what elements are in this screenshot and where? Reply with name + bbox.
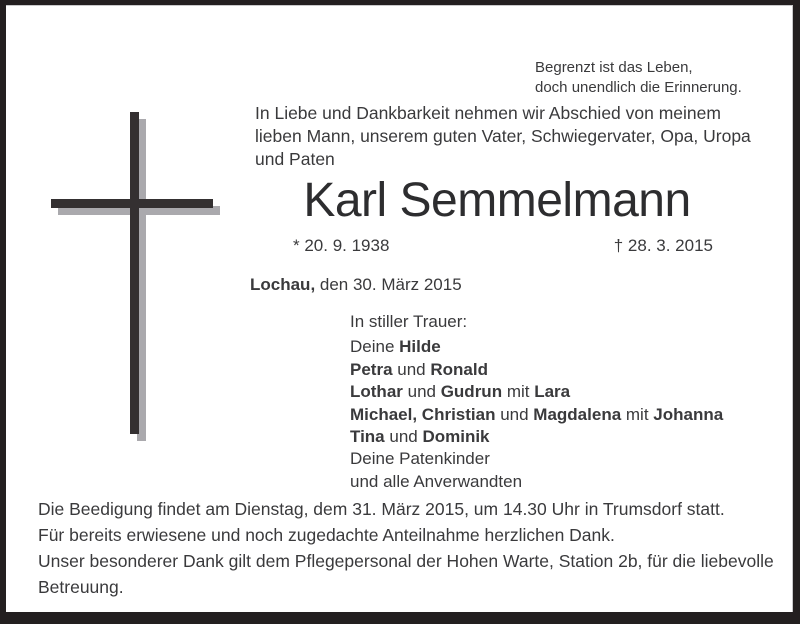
mourner-line: Petra und Ronald xyxy=(350,359,488,379)
life-dates xyxy=(293,236,713,256)
funeral-line: Die Beedigung findet am Dienstag, dem 31. März 2015, um 14.30 Uhr in Trumsdorf statt. xyxy=(38,499,725,519)
funeral-info xyxy=(38,496,774,600)
place-and-date xyxy=(250,275,462,295)
funeral-line: Betreuung. xyxy=(38,577,124,597)
mourner-line: Deine Hilde xyxy=(350,337,441,357)
mourner-line: und alle Anverwandten xyxy=(350,471,523,491)
birth-date: * 20. 9. 1938 xyxy=(293,236,390,255)
mourner-line: Lothar und Gudrun mit Lara xyxy=(350,382,571,402)
intro-line: und Paten xyxy=(255,149,335,169)
death-date: † 28. 3. 2015 xyxy=(613,236,713,255)
mourning-section xyxy=(350,311,723,493)
mourning-header: In stiller Trauer: xyxy=(350,312,468,331)
mourner-line: Tina und Dominik xyxy=(350,427,490,447)
deceased-name: Karl Semmelmann xyxy=(303,174,691,227)
place: Lochau, xyxy=(250,275,316,294)
funeral-line: Unser besonderer Dank gilt dem Pflegepersonal der Hohen Warte, Station 2b, für die liebevolle xyxy=(38,551,774,571)
quote-line: Begrenzt ist das Leben, xyxy=(535,59,693,76)
date-text: den 30. März 2015 xyxy=(315,275,462,294)
mourners-list xyxy=(350,336,723,493)
memorial-quote xyxy=(535,58,742,98)
mourner-line: Michael, Christian und Magdalena mit Johanna xyxy=(350,404,724,424)
mourner-line: Deine Patenkinder xyxy=(350,449,490,469)
intro-text xyxy=(255,102,751,171)
funeral-line: Für bereits erwiesene und noch zugedachte Anteilnahme herzlichen Dank. xyxy=(38,525,615,545)
intro-line: lieben Mann, unserem guten Vater, Schwiegervater, Opa, Uropa xyxy=(255,126,751,146)
cross-bar-horizontal xyxy=(51,199,213,208)
quote-line: doch unendlich die Erinnerung. xyxy=(535,79,742,96)
cross-bar-vertical xyxy=(130,112,139,434)
intro-line: In Liebe und Dankbarkeit nehmen wir Abschied von meinem xyxy=(255,103,721,123)
